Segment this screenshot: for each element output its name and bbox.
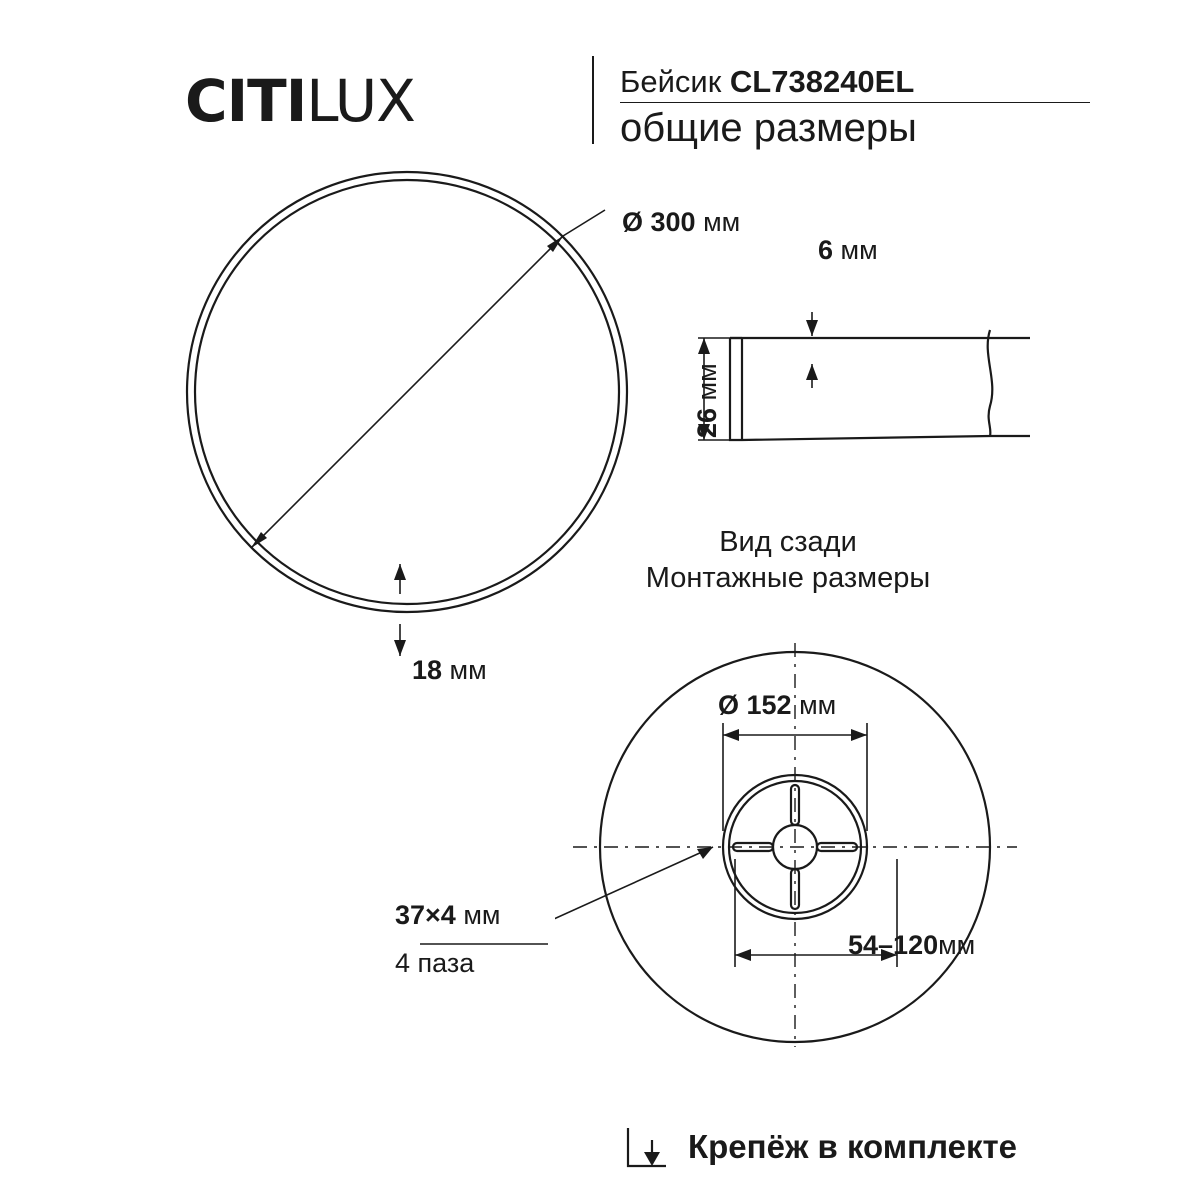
slot-count-label: 4 паза xyxy=(395,948,475,978)
model-code: CL738240EL xyxy=(729,64,915,99)
footer-note: Крепёж в комплекте xyxy=(688,1128,1018,1165)
model-prefix: Бейсик xyxy=(620,64,730,99)
front-view-drawing xyxy=(175,160,695,680)
header-divider xyxy=(592,56,594,144)
side-top-dimension xyxy=(806,312,818,388)
diameter-dimension-line xyxy=(251,210,605,548)
brand-logo-light: LUX xyxy=(306,67,415,135)
model-title xyxy=(620,64,914,100)
page-subtitle: общие размеры xyxy=(620,106,917,150)
back-view-title-line2: Монтажные размеры xyxy=(645,562,931,595)
mount-diameter-label: Ø 152 мм xyxy=(718,690,837,720)
back-view-title-line1: Вид сзади xyxy=(719,526,857,558)
side-view-drawing xyxy=(690,310,1070,510)
slot-leader-underline xyxy=(420,938,550,950)
brand-logo-bold: CITI xyxy=(185,67,307,135)
arrow-down-right-corner-icon xyxy=(620,1122,672,1174)
front-diameter-label: Ø 300 мм xyxy=(622,207,741,237)
front-rim-label: 18 мм xyxy=(412,655,487,685)
slot-size-label: 37×4 мм xyxy=(395,900,501,930)
slot-leader-line xyxy=(555,847,713,923)
back-view-title xyxy=(588,524,988,597)
side-top-label: 6 мм xyxy=(818,235,878,265)
page-header xyxy=(0,34,1200,150)
rim-dimension-drawing xyxy=(370,560,430,670)
span-label: 54–120мм xyxy=(848,930,976,960)
header-rule xyxy=(620,102,1090,103)
brand-logo xyxy=(185,67,415,135)
side-height-label: 26 мм xyxy=(692,363,722,438)
